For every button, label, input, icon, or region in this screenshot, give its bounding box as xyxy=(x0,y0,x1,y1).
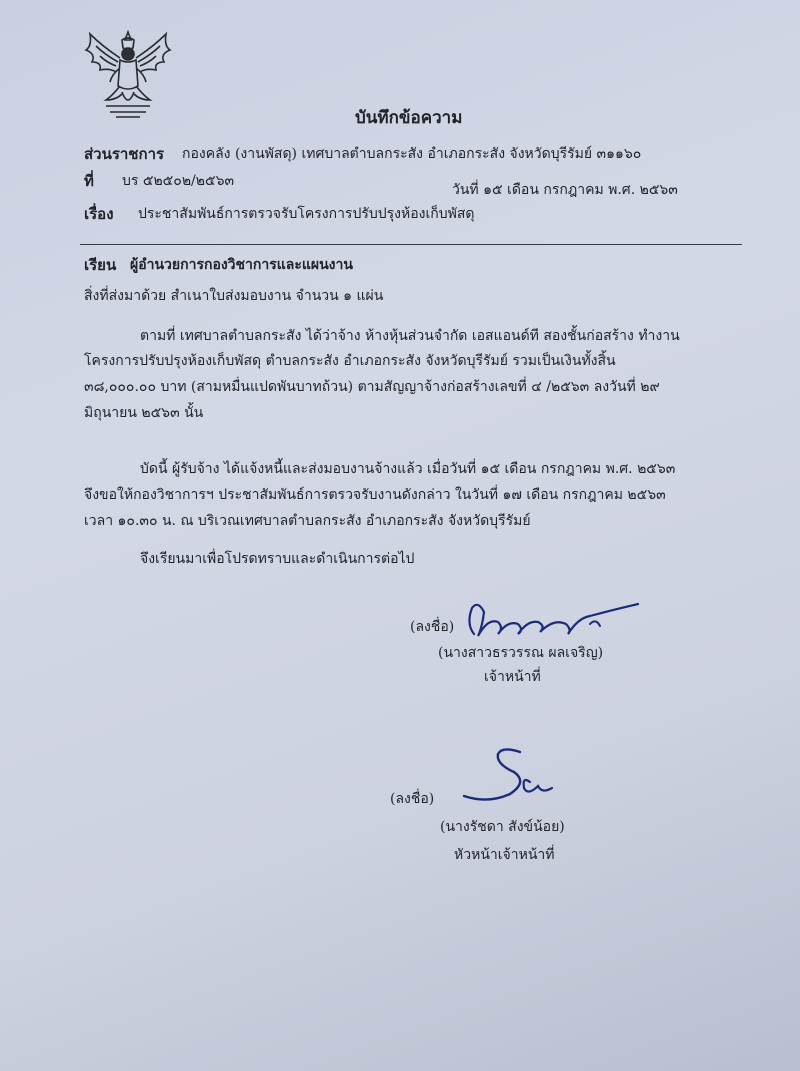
signature-2-position: หัวหน้าเจ้าหน้าที่ xyxy=(454,847,555,863)
department-label: ส่วนราชการ xyxy=(84,145,165,163)
paragraph-2-line: จึงขอให้กองวิชาการฯ ประชาสัมพันธ์การตรวจรับงานดังกล่าว ในวันที่ ๑๗ เดือน กรกฎาคม ๒๕๖๓ xyxy=(84,487,666,503)
attachment-line: สิ่งที่ส่งมาด้วย สำเนาใบส่งมอบงาน จำนวน ๑ แผ่น xyxy=(84,288,384,304)
addressee-value: ผู้อำนวยการกองวิชาการและแผนงาน xyxy=(130,257,353,273)
signature-1-label: (ลงชื่อ) xyxy=(410,619,455,635)
garuda-emblem-icon xyxy=(82,28,174,120)
signature-2-handwriting xyxy=(458,742,578,812)
closing-line: จึงเรียนมาเพื่อโปรดทราบและดำเนินการต่อไป xyxy=(140,551,415,567)
reference-value: บร ๕๒๕๐๒/๒๕๖๓ xyxy=(122,173,235,189)
addressee-label: เรียน xyxy=(84,256,117,274)
paragraph-2-line: บัดนี้ ผู้รับจ้าง ได้แจ้งหนี้และส่งมอบงานจ้างแล้ว เมื่อวันที่ ๑๕ เดือน กรกฎาคม พ.ศ. ๒๕๖๓ xyxy=(140,461,676,477)
signature-2-name: (นางรัชดา สังข์น้อย) xyxy=(440,819,565,835)
department-value: กองคลัง (งานพัสดุ) เทศบาลตำบลกระสัง อำเภอกระสัง จังหวัดบุรีรัมย์ ๓๑๑๖๐ xyxy=(182,146,642,162)
memo-title: บันทึกข้อความ xyxy=(355,108,463,128)
signature-1-position: เจ้าหน้าที่ xyxy=(484,669,541,685)
signature-2-label: (ลงชื่อ) xyxy=(390,791,435,807)
signature-1-name: (นางสาวธรวรรณ ผลเจริญ) xyxy=(438,645,604,661)
paragraph-2-line: เวลา ๑๐.๓๐ น. ณ บริเวณเทศบาลตำบลกระสัง อำเภอกระสัง จังหวัดบุรีรัมย์ xyxy=(84,513,531,529)
paragraph-1-line: ตามที่ เทศบาลตำบลกระสัง ได้ว่าจ้าง ห้างหุ้นส่วนจำกัด เอสแอนด์ที สองชั้นก่อสร้าง ทำงาน xyxy=(140,328,680,344)
header-divider xyxy=(80,244,742,245)
paragraph-1-line: ๓๘,๐๐๐.๐๐ บาท (สามหมื่นแปดพันบาทถ้วน) ตามสัญญาจ้างก่อสร้างเลขที่ ๔ /๒๕๖๓ ลงวันที่ ๒๙ xyxy=(84,379,660,395)
subject-label: เรื่อง xyxy=(84,205,114,223)
signature-1-handwriting xyxy=(462,594,652,644)
subject-value: ประชาสัมพันธ์การตรวจรับโครงการปรับปรุงห้องเก็บพัสดุ xyxy=(138,206,475,222)
paragraph-1-line: โครงการปรับปรุงห้องเก็บพัสดุ ตำบลกระสัง อำเภอกระสัง จังหวัดบุรีรัมย์ รวมเป็นเงินทั้งสิ้น xyxy=(84,353,616,369)
memo-date: วันที่ ๑๕ เดือน กรกฎาคม พ.ศ. ๒๕๖๓ xyxy=(452,182,678,198)
reference-label: ที่ xyxy=(84,172,94,190)
paragraph-1-line: มิถุนายน ๒๕๖๓ นั้น xyxy=(84,405,204,421)
